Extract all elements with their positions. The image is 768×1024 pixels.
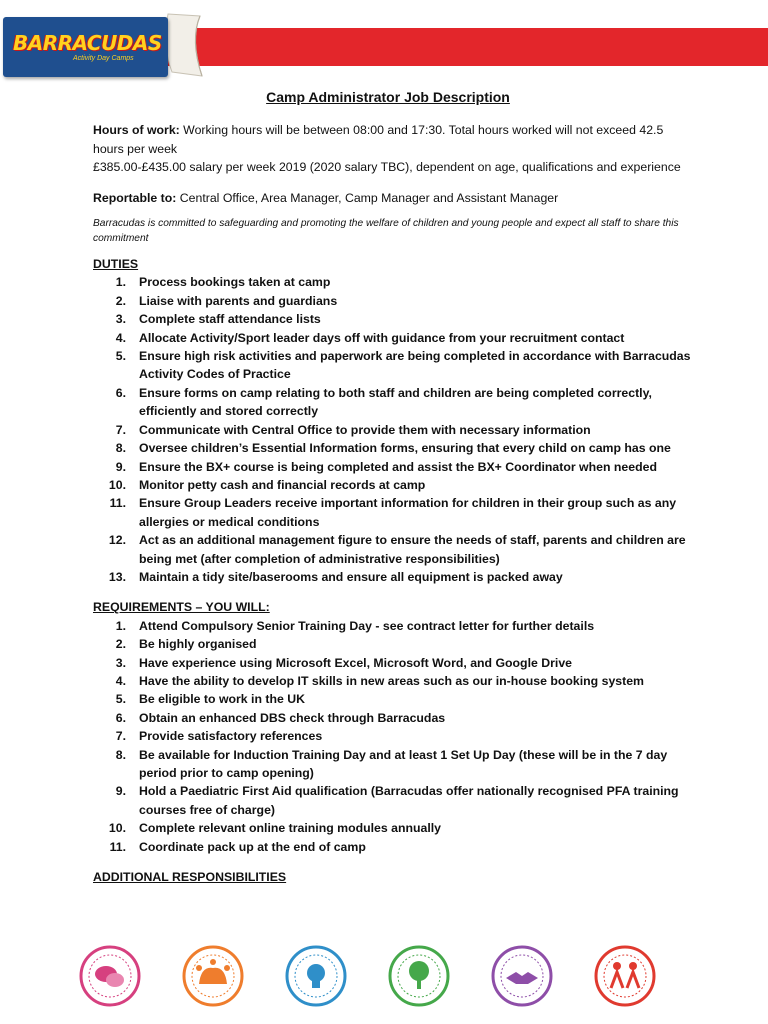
requirement-item-text: Obtain an enhanced DBS check through Barracudas [139, 710, 446, 725]
requirement-item-text: Complete relevant online training modules annually [139, 821, 442, 836]
requirement-item [93, 819, 693, 837]
duty-item [93, 329, 693, 347]
personal-development-badge-icon [387, 944, 451, 1008]
duty-item-text: Ensure forms on camp relating to both staff and children are being completed correctly, efficiently and stored correctly [139, 385, 652, 419]
hours-text: Working hours will be between 08:00 and 17:30. Total hours worked will not exceed 42.5 hours per week [93, 123, 664, 156]
duty-item-number: 9. [115, 459, 126, 474]
requirement-item-number: 2. [115, 637, 126, 652]
duty-item [93, 273, 693, 291]
duty-item-number: 8. [115, 441, 126, 456]
paper-curl-icon [160, 10, 215, 82]
duty-item [93, 458, 693, 476]
duties-heading: DUTIES [93, 257, 139, 272]
requirement-item [93, 617, 693, 635]
requirement-item-text: Be available for Induction Training Day and at least 1 Set Up Day (these will be in the 7 day period prior to camp opening) [139, 747, 668, 780]
duty-item [93, 310, 693, 328]
requirement-item [93, 635, 693, 653]
values-badges [70, 944, 690, 1014]
duty-item-text: Ensure high risk activities and paperwork are being completed in accordance with Barracudas Activity Codes of Practice [139, 349, 691, 382]
hours-of-work [93, 121, 693, 158]
duty-item-text: Liaise with parents and guardians [139, 293, 338, 308]
duty-item-number: 1. [115, 275, 126, 290]
requirement-item-number: 7. [115, 729, 126, 744]
duty-item [93, 476, 693, 494]
requirement-item-number: 4. [115, 673, 126, 688]
duty-item-number: 2. [115, 293, 126, 308]
requirement-item-number: 11. [109, 839, 126, 854]
duty-item-text: Oversee children’s Essential Information forms, ensuring that every child on camp has one [139, 441, 671, 456]
barracudas-logo [3, 17, 168, 77]
requirement-item [93, 709, 693, 727]
requirement-item-text: Be highly organised [139, 637, 257, 652]
duty-item-text: Complete staff attendance lists [139, 312, 321, 327]
duty-item [93, 292, 693, 310]
requirements-heading: REQUIREMENTS – YOU WILL: [93, 600, 270, 615]
requirement-item [93, 727, 693, 745]
duty-item-number: 7. [115, 422, 126, 437]
additional-responsibilities-heading: ADDITIONAL RESPONSIBILITIES [93, 870, 287, 885]
logo-text: BARRACUDAS [13, 31, 162, 55]
requirement-item-text: Be eligible to work in the UK [139, 692, 306, 707]
duty-item-text: Maintain a tidy site/baserooms and ensure all equipment is packed away [139, 569, 563, 584]
duty-item-text: Process bookings taken at camp [139, 275, 331, 290]
hours-label: Hours of work: [93, 123, 180, 138]
salary-text: £385.00-£435.00 salary per week 2019 (2020 salary TBC), dependent on age, qualifications and experience [93, 160, 681, 175]
requirement-item [93, 672, 693, 690]
duty-item [93, 568, 693, 586]
requirement-item-number: 8. [115, 747, 126, 762]
requirement-item-text: Hold a Paediatric First Aid qualification (Barracudas offer nationally recognised PFA training courses free of charge) [139, 784, 679, 817]
professionalism-badge-icon [490, 944, 554, 1008]
duty-item-number: 5. [115, 349, 126, 364]
duty-item-number: 10. [108, 477, 126, 492]
duty-item-text: Ensure Group Leaders receive important information for children in their group such as any allergies or medical conditions [139, 496, 677, 529]
teamwork-badge-icon [593, 944, 657, 1008]
requirement-item [93, 690, 693, 708]
innovation-badge-icon [284, 944, 348, 1008]
duty-item [93, 347, 693, 384]
requirement-item-number: 6. [115, 710, 126, 725]
page-header [0, 0, 768, 90]
requirement-item-number: 3. [115, 655, 126, 670]
duties-list [93, 273, 693, 586]
reportable-to [93, 189, 693, 207]
duty-item-text: Allocate Activity/Sport leader days off with guidance from your recruitment contact [139, 330, 625, 345]
duty-item [93, 531, 693, 568]
requirement-item-number: 1. [115, 618, 126, 633]
duty-item-number: 4. [115, 330, 126, 345]
duty-item-number: 13. [108, 569, 126, 584]
requirement-item-number: 5. [115, 692, 126, 707]
duty-item-text: Communicate with Central Office to provide them with necessary information [139, 422, 591, 437]
requirement-item-number: 10. [108, 821, 126, 836]
requirement-item-text: Provide satisfactory references [139, 729, 323, 744]
duty-item [93, 439, 693, 457]
document-body [93, 88, 693, 886]
requirement-item [93, 654, 693, 672]
communication-badge-icon [78, 944, 142, 1008]
logo-subtext: Activity Day Camps [73, 55, 134, 62]
requirement-item-number: 9. [115, 784, 126, 799]
duty-item-number: 3. [115, 312, 126, 327]
duty-item-number: 6. [115, 385, 126, 400]
fun-badge-icon [181, 944, 245, 1008]
duty-item-text: Monitor petty cash and financial records at camp [139, 477, 426, 492]
safeguarding-statement: Barracudas is committed to safeguarding and promoting the welfare of children and young people and expect all staff to share this commitment [93, 218, 679, 244]
duty-item [93, 494, 693, 531]
reportable-label: Reportable to: [93, 190, 177, 205]
requirement-item-text: Have the ability to develop IT skills in new areas such as our in-house booking system [139, 673, 644, 688]
duty-item [93, 421, 693, 439]
duty-item-text: Act as an additional management figure to ensure the needs of staff, parents and children are being met (after completion of administrative responsibilities) [139, 533, 686, 566]
duty-item-text: Ensure the BX+ course is being completed and assist the BX+ Coordinator when needed [139, 459, 657, 474]
requirement-item-text: Coordinate pack up at the end of camp [139, 839, 366, 854]
requirement-item-text: Have experience using Microsoft Excel, Microsoft Word, and Google Drive [139, 655, 573, 670]
requirements-list [93, 617, 693, 856]
header-red-band [160, 28, 768, 66]
requirement-item-text: Attend Compulsory Senior Training Day - see contract letter for further details [139, 618, 595, 633]
requirement-item [93, 782, 693, 819]
page-title: Camp Administrator Job Description [266, 89, 510, 105]
duty-item [93, 384, 693, 421]
duty-item-number: 11. [109, 496, 126, 511]
requirement-item [93, 838, 693, 856]
reportable-text: Central Office, Area Manager, Camp Manager and Assistant Manager [176, 190, 559, 205]
requirement-item [93, 746, 693, 783]
duty-item-number: 12. [108, 533, 126, 548]
